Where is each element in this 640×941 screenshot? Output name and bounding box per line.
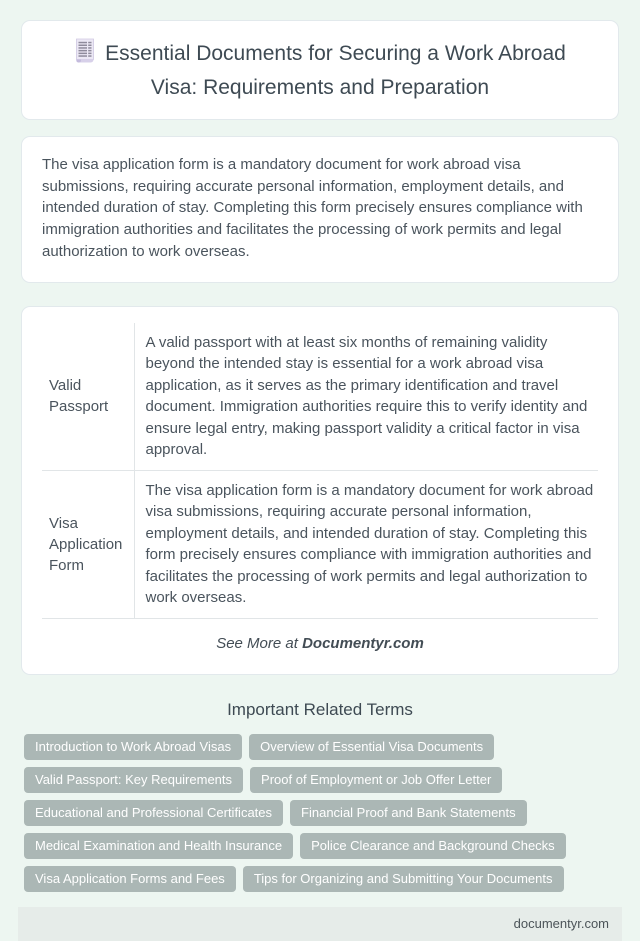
related-term-pill[interactable]: Educational and Professional Certificates [24, 800, 283, 826]
documents-table [42, 323, 598, 619]
footer-bar [18, 907, 622, 941]
table-row [42, 323, 598, 471]
page-title-text: Essential Documents for Securing a Work Abroad Visa: Requirements and Preparation [105, 41, 566, 99]
related-term-pill[interactable]: Financial Proof and Bank Statements [290, 800, 527, 826]
document-description: The visa application form is a mandatory document for work abroad visa submissions, requiring accurate personal information, employment details, and intended duration of stay. Completing this form precisely ensures compliance with immigration authorities and facilitates the processing of work permits and legal authorization to work overseas. [134, 470, 598, 618]
page-title [68, 38, 573, 103]
related-term-pill[interactable]: Valid Passport: Key Requirements [24, 767, 243, 793]
related-term-pill[interactable]: Tips for Organizing and Submitting Your Documents [243, 866, 564, 892]
related-term-pill[interactable]: Overview of Essential Visa Documents [249, 734, 494, 760]
receipt-icon [74, 38, 96, 73]
related-term-pill[interactable]: Visa Application Forms and Fees [24, 866, 236, 892]
table-row [42, 470, 598, 618]
document-name: Valid Passport [42, 323, 134, 471]
related-term-pill[interactable]: Introduction to Work Abroad Visas [24, 734, 242, 760]
related-term-pill[interactable]: Police Clearance and Background Checks [300, 833, 566, 859]
intro-paragraph: The visa application form is a mandatory document for work abroad visa submissions, requiring accurate personal information, employment details, and intended duration of stay. Completing this form precisely ensures compliance with immigration authorities and facilitates the processing of work permits and legal authorization to work overseas. [42, 156, 583, 260]
see-more-prefix: See More at [216, 634, 303, 652]
documents-card [21, 306, 619, 675]
footer-site-link[interactable]: documentyr.com [513, 916, 609, 932]
related-term-pill[interactable]: Proof of Employment or Job Offer Letter [250, 767, 502, 793]
related-terms-heading: Important Related Terms [227, 699, 413, 719]
related-terms-list [24, 734, 616, 892]
see-more-line [42, 635, 598, 652]
related-term-pill[interactable]: Medical Examination and Health Insurance [24, 833, 293, 859]
document-description: A valid passport with at least six months of remaining validity beyond the intended stay is essential for a work abroad visa application, as it serves as the primary identification and travel document. Immigration authorities require this to verify identity and ensure legal entry, making passport validity a critical factor in visa approval. [134, 323, 598, 471]
intro-card [21, 136, 619, 283]
title-card [21, 20, 619, 120]
brand-link[interactable]: Documentyr.com [302, 634, 424, 652]
document-name: Visa Application Form [42, 470, 134, 618]
